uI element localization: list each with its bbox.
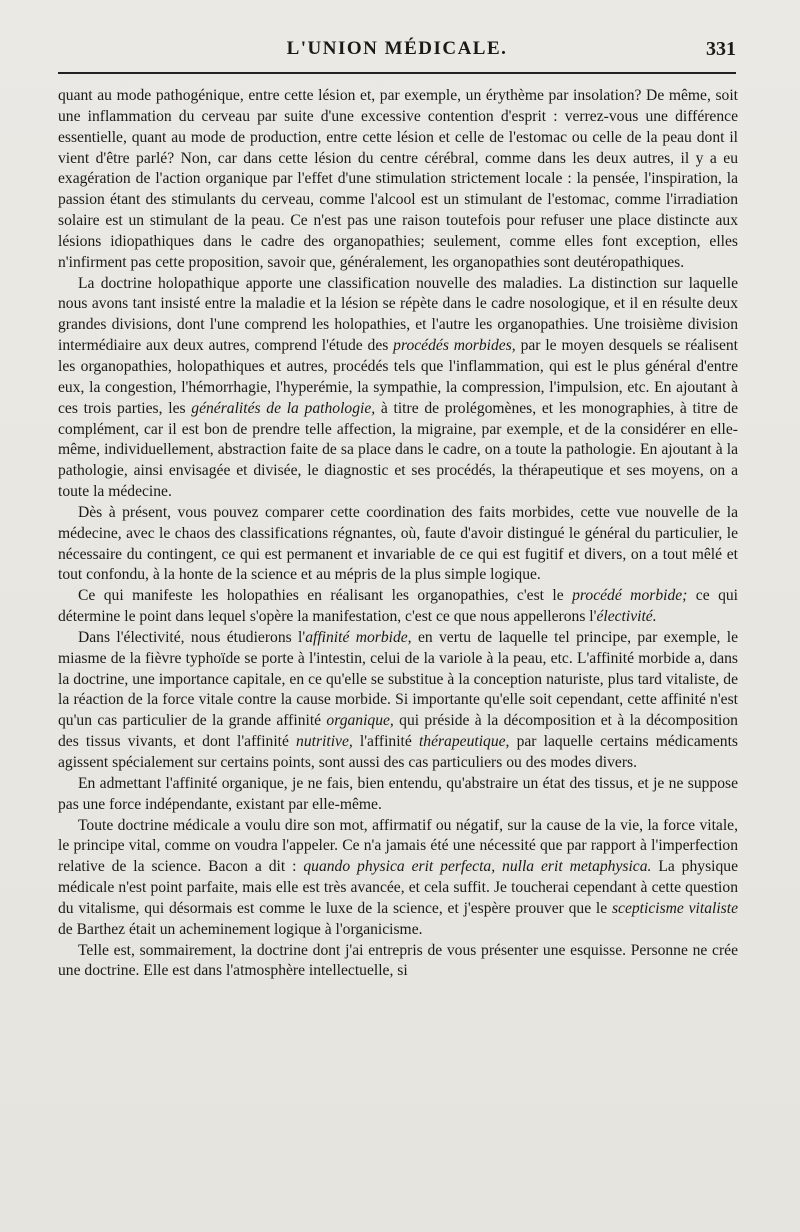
text-run: qui préside à la décomposition et à la décomposition des tissus vivants, et dont l'affinité	[58, 712, 738, 751]
text-run: par laquelle certains médicaments agissent spécialement sur certains points, sont aussi des cas particuliers ou des modes divers.	[58, 733, 738, 771]
journal-title: L'UNION MÉDICALE.	[286, 38, 508, 59]
text-run: La doctrine holopathique apporte une classification nouvelle des maladies. La distinction sur laquelle nous avons tant insisté entre la maladie et la lésion se répète dans le cadre nosologique, et il en résulte deux grandes divisions, dont l'une comprend les holopathies, et l'autre les organopathies. Une troisième division intermédiaire aux deux autres, comprend l'étude des	[58, 274, 738, 355]
text-run: à titre de prolégomènes, et les monographies, à titre de complément, car il est bon de prendre telle affection, la migraine, par exemple, et de la considérer en elle-même, individuellement, abstraction faite de sa place dans le cadre, on a toute la pathologie. En ajoutant à la pathologie, ainsi envisagée et divisée, le diagnostic et ses procédés, la thérapeutique et ses moyens, on a toute la médecine.	[58, 399, 739, 501]
text-run: de Barthez était un acheminement logique à l'organicisme.	[58, 920, 423, 938]
text-run: Ce qui manifeste les holopathies en réalisant les organopathies, c'est le	[78, 587, 573, 605]
text-run: par le moyen desquels se réalisent les organopathies, holopathiques et autres, procédés tels que l'inflammation, qui est le plus général d'entre eux, la congestion, l'hémorrhagie, l'hyperémie, la sympathie, la compression, l'impulsion, etc. En ajoutant à ces trois parties, les	[58, 337, 738, 417]
text-run: En admettant l'affinité organique, je ne fais, bien entendu, qu'abstraire un état des tissus, et je ne suppose pas une force indépendante, existant par elle-même.	[58, 774, 738, 813]
text-run: La physique médicale n'est point parfaite, mais elle est très avancée, et cela suffit. Je toucherai cependant à cette question du vitalisme, qui désormais est comme le luxe de la science, et j'espère prouver que le	[58, 858, 738, 917]
paragraph	[58, 586, 738, 628]
text-run: Dès à présent, vous pouvez comparer cette coordination des faits morbides, cette vue nouvelle de la médecine, avec le chaos des classifications régnantes, où, faute d'avoir distingué le général du particulier, le nécessaire du contingent, ce qui est permanent et invariable de ce qui est fugitif et divers, on a tout mêlé et tout confondu, à la honte de la science et au mépris de la plus simple logique.	[58, 503, 738, 584]
italic-phrase: procédés morbides,	[393, 337, 516, 355]
italic-phrase: thérapeutique,	[418, 733, 510, 751]
italic-phrase: procédé morbide;	[572, 587, 688, 605]
text-run: Telle est, sommairement, la doctrine dont j'ai entrepris de vous présenter une esquisse. Personne ne crée une doctrine. Elle est dans l'atmosphère intellectuelle, si	[58, 941, 738, 980]
paragraph	[58, 274, 738, 503]
italic-phrase: électivité.	[596, 608, 657, 626]
paragraph	[58, 503, 738, 586]
running-header	[58, 38, 736, 68]
italic-phrase: organique,	[326, 712, 394, 730]
text-run: Toute doctrine médicale a voulu dire son mot, affirmatif ou négatif, sur la cause de la vie, la force vitale, le principe vital, comme on voudra l'appeler. Ce n'a jamais été une nécessité que par rapport à l'imperfection relative de la science. Bacon a dit :	[58, 816, 738, 876]
text-run: quant au mode pathogénique, entre cette lésion et, par exemple, un érythème par insolation? De même, soit une inflammation du cerveau par suite d'une excessive contention d'esprit : verrez-vous une différence essentielle, quant au mode de production, entre cette lésion et celle de l'estomac ou celle de la peau dont il vient d'être parlé? Non, car dans cette lésion du centre cérébral, comme dans les deux autres, il y a eu exagération de l'action organique par l'effet d'une stimulation strictement locale : la pensée, l'inspiration, la passion étant des stimulants du cerveau, comme l'alcool est un stimulant de l'estomac, comme l'irradiation solaire est un stimulant de la peau. Ce n'est pas une raison toutefois pour refuser une place distincte aux lésions idiopathiques dans le cadre des organopathies; seulement, comme elles font exception, elles n'infirment pas cette proposition, savoir que, généralement, les organopathies sont deutéropathiques.	[58, 87, 738, 271]
paragraph	[58, 941, 738, 983]
paragraph	[58, 86, 738, 274]
text-run: en vertu de laquelle tel principe, par exemple, le miasme de la fièvre typhoïde se porte à l'intestin, celui de la variole à la peau, etc. L'affinité morbide a, dans la doctrine, une importance capitale, en ce qu'elle se substitue à la conception naturiste, plus tard vitaliste, de la réaction de la force vitale contre la cause morbide. Si importante qu'elle soit cependant, cette affinité n'est qu'un cas particulier de la grande affinité	[58, 628, 738, 730]
header-rule	[58, 72, 736, 74]
paragraph	[58, 816, 738, 941]
italic-phrase: quando physica erit perfecta, nulla erit metaphysica.	[303, 858, 652, 876]
text-run: ce qui détermine le point dans lequel s'opère la manifestation, c'est ce que nous appellerons l'	[58, 587, 738, 626]
paragraph	[58, 774, 738, 816]
italic-phrase: nutritive,	[296, 733, 353, 751]
text-run: Dans l'électivité, nous étudierons l'	[78, 628, 306, 646]
italic-phrase: généralités de la pathologie,	[191, 399, 376, 417]
text-run: l'affinité	[352, 733, 419, 751]
page-number: 331	[706, 38, 736, 60]
paragraph	[58, 628, 738, 774]
italic-phrase: affinité morbide,	[305, 628, 412, 646]
body-text	[58, 86, 738, 982]
italic-phrase: scepticisme vitaliste	[611, 899, 738, 917]
